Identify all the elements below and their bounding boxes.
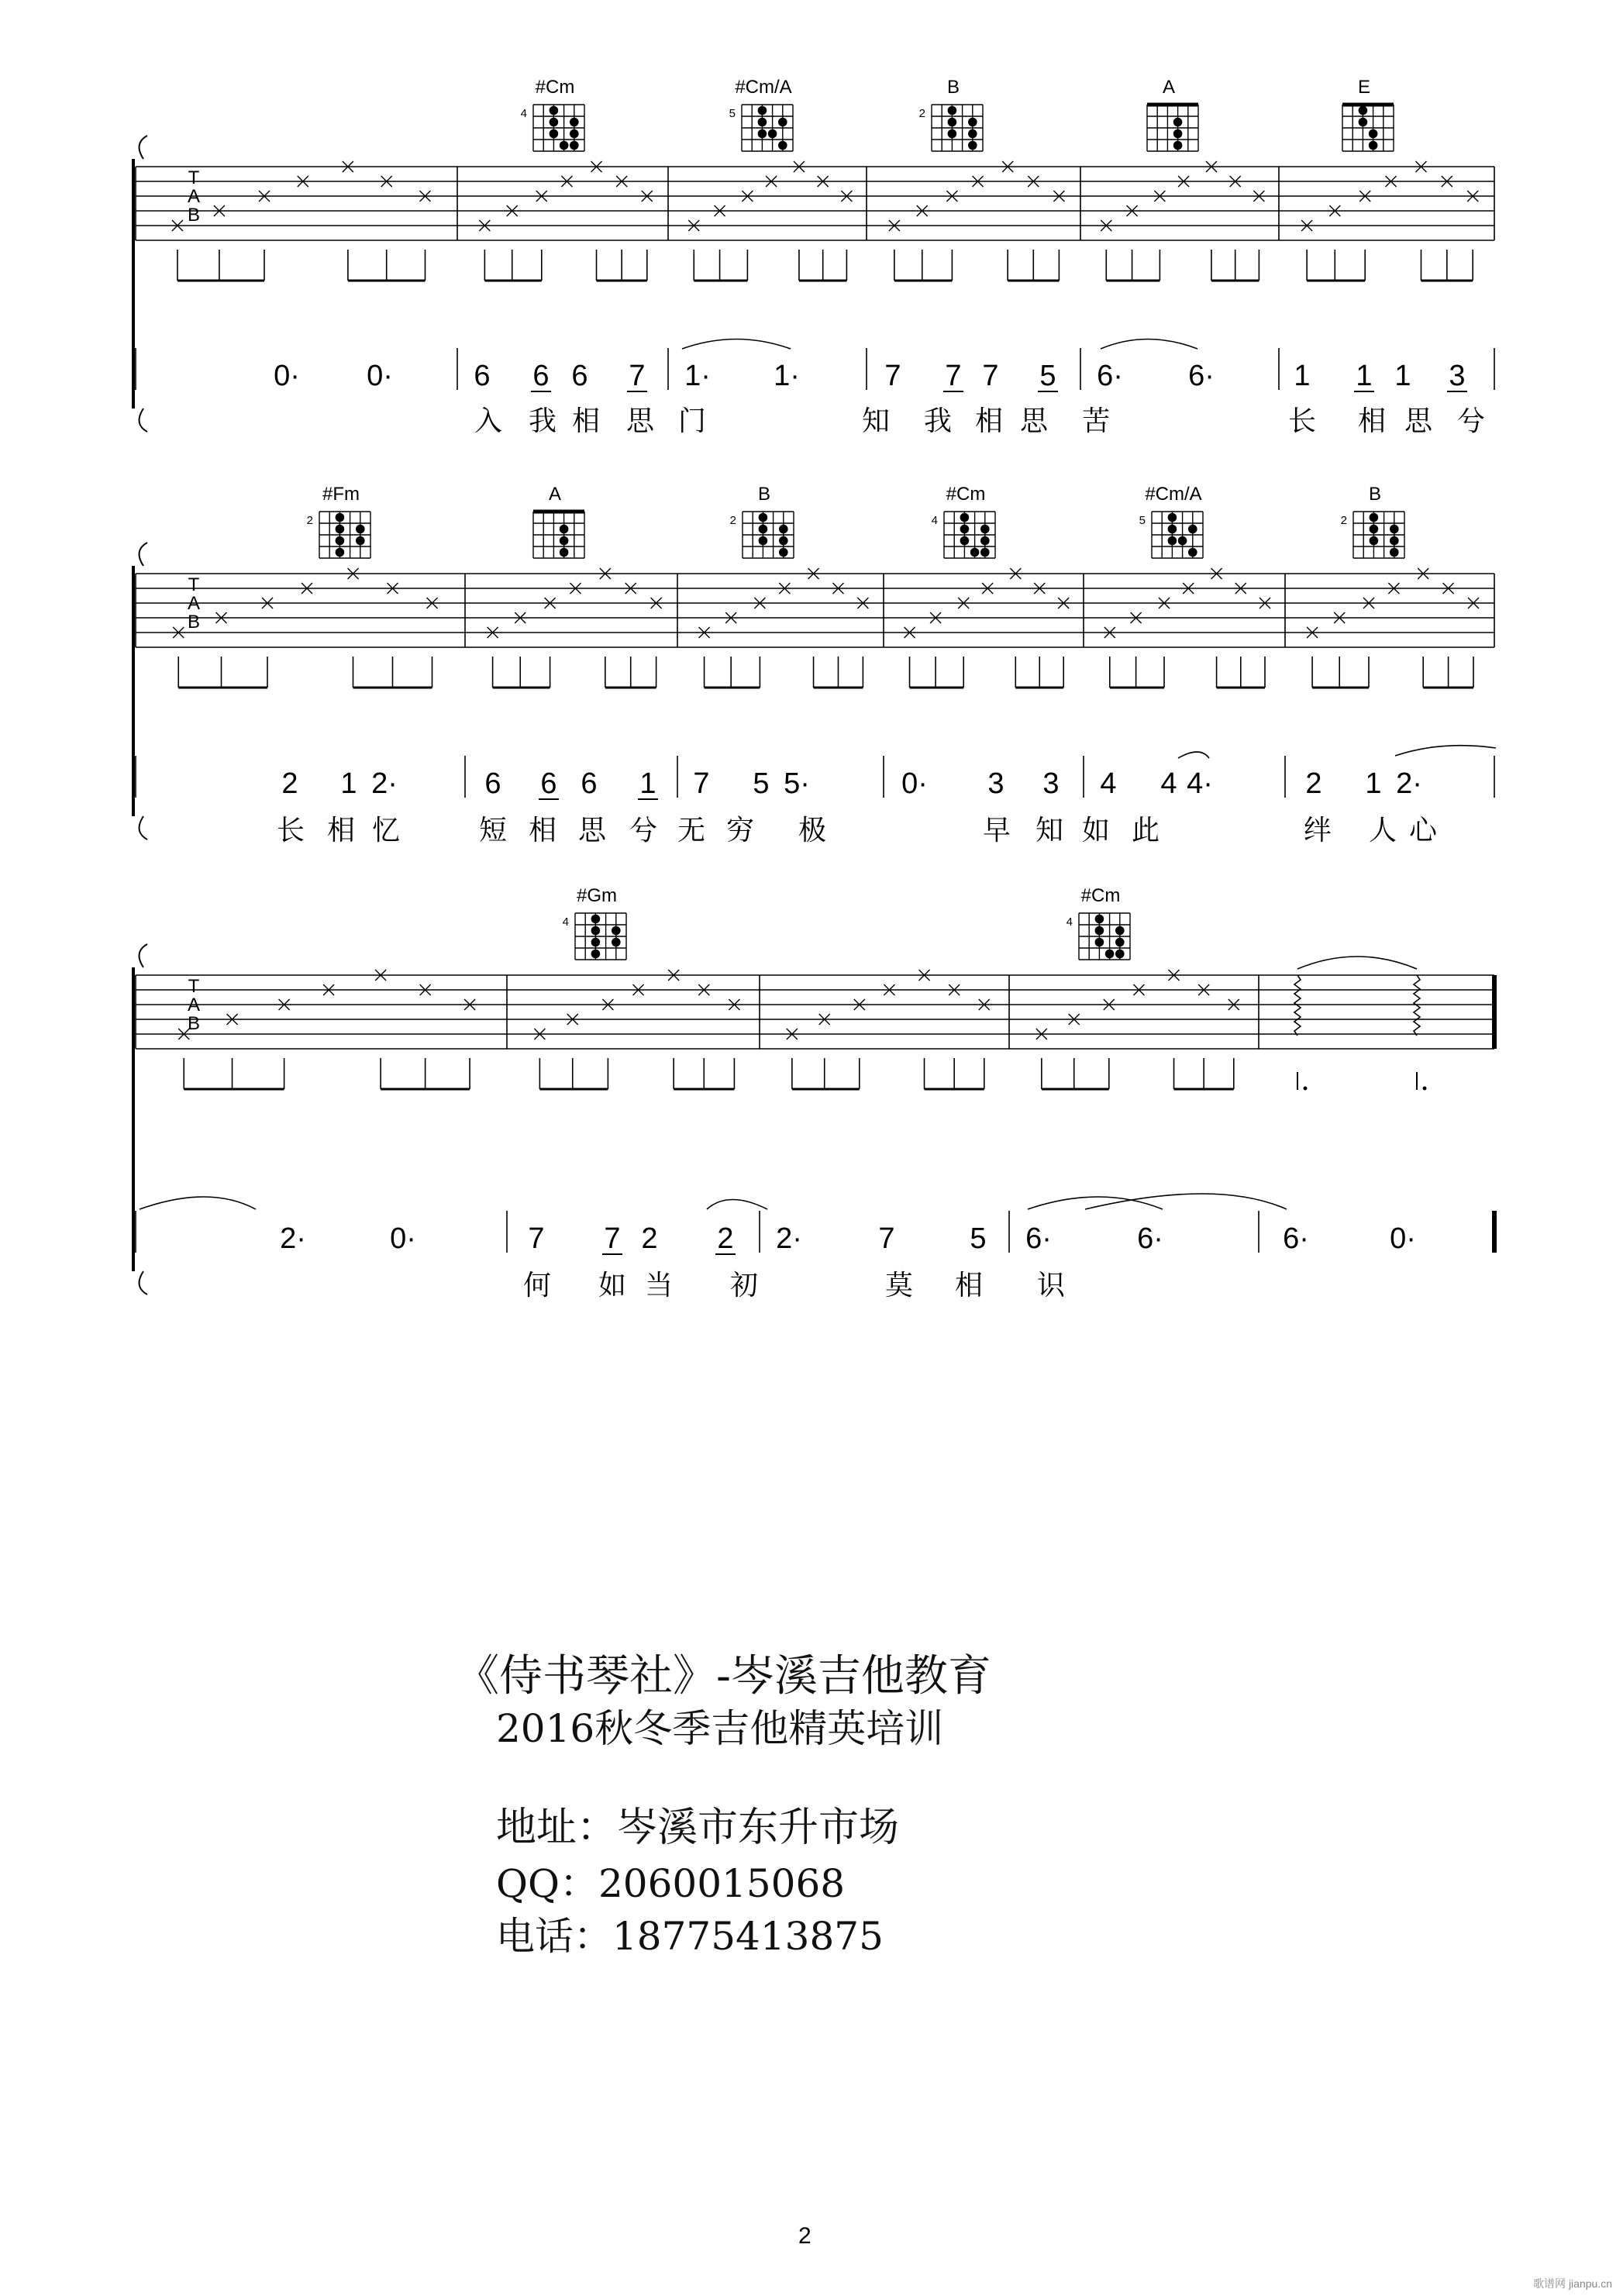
chord-diagram <box>1066 885 1130 960</box>
tab-label-B: B <box>187 1013 201 1034</box>
chord-dot <box>1095 926 1104 936</box>
chord-dot <box>980 536 990 546</box>
chord-dot <box>591 926 601 936</box>
lyric-char: 长 <box>1287 405 1317 436</box>
jianpu-note: 3 <box>1449 360 1466 392</box>
lyric-char: 门 <box>677 405 707 436</box>
notation-tie <box>707 1200 767 1210</box>
chord-diagram <box>1147 77 1198 151</box>
arpeggio-mark <box>1294 975 1301 1036</box>
jianpu-note: 2 <box>1305 767 1322 800</box>
chord-dot <box>560 548 569 557</box>
chord-diagram <box>307 484 370 558</box>
chord-dot <box>968 141 977 150</box>
tab-label-B: B <box>187 612 201 633</box>
jianpu-note: 2· <box>1396 767 1422 800</box>
lyric-char: 知 <box>861 405 891 436</box>
jianpu-note: 5· <box>784 767 810 800</box>
chord-dot <box>758 129 767 139</box>
jianpu-note: 0· <box>390 1222 416 1255</box>
jianpu-note: 1 <box>1365 767 1382 800</box>
chord-dot <box>550 129 559 139</box>
chord-dot <box>960 513 970 522</box>
chord-dot <box>1115 950 1125 959</box>
notation-tie <box>1101 340 1197 350</box>
jianpu-note: 1· <box>684 360 711 392</box>
chord-dot <box>948 129 957 139</box>
arpeggio-mark <box>1414 975 1420 1036</box>
lyric-char: 如 <box>598 1269 627 1301</box>
tab-label-T: T <box>188 574 200 595</box>
jianpu-note: 7 <box>693 767 710 800</box>
chord-dot <box>1188 525 1197 534</box>
chord-dot <box>1370 513 1379 522</box>
tab-label-A: A <box>187 995 201 1015</box>
jianpu-note: 7 <box>629 360 646 392</box>
chord-diagram <box>1342 77 1394 151</box>
jianpu-note: 7 <box>884 360 901 392</box>
chord-dot <box>948 118 957 127</box>
lyric-char: 我 <box>923 405 953 436</box>
lyric-char: 相 <box>326 814 356 846</box>
chord-dot <box>1168 513 1177 522</box>
chord-dot <box>1168 536 1177 546</box>
chord-fret-number: 5 <box>729 107 736 120</box>
lyric-char: 初 <box>729 1269 759 1301</box>
jianpu-note: 6 <box>474 360 491 392</box>
lyric-char: 相 <box>1357 405 1387 436</box>
chord-dot <box>1115 938 1125 947</box>
chord-diagram <box>563 885 626 960</box>
chord-fret-number: 2 <box>1340 514 1347 527</box>
bracket-hook-bottom <box>140 816 147 839</box>
chord-name: #Cm <box>946 484 986 505</box>
lyric-char: 心 <box>1408 814 1438 846</box>
lyric-char: 入 <box>474 405 503 436</box>
chord-dot <box>779 548 788 557</box>
jianpu-note: 6· <box>1283 1222 1309 1255</box>
tab-label-T: T <box>188 167 200 188</box>
dot <box>1423 1087 1427 1091</box>
chord-dot <box>759 513 768 522</box>
jianpu-note: 7 <box>982 360 999 392</box>
chord-fret-number: 4 <box>1066 915 1073 929</box>
jianpu-note: 2 <box>281 767 298 800</box>
chord-name: #Cm <box>1080 885 1121 906</box>
chord-dot <box>1369 129 1378 139</box>
chord-dot <box>1178 536 1187 546</box>
chord-dot <box>778 141 787 150</box>
chord-dot <box>968 129 977 139</box>
chord-dot <box>1115 926 1125 936</box>
jianpu-note: 1 <box>639 767 656 800</box>
lyric-char: 兮 <box>1456 405 1486 436</box>
chord-dot <box>1105 950 1115 959</box>
chord-dot <box>960 525 970 534</box>
notation-tie <box>140 1197 256 1209</box>
system-1 <box>133 77 1494 436</box>
chord-name: E <box>1357 77 1371 98</box>
lyric-char: 短 <box>478 814 508 846</box>
chord-dot <box>1390 525 1399 534</box>
jianpu-note: 6 <box>532 360 550 392</box>
chord-name: #Fm <box>322 484 360 505</box>
lyric-char: 早 <box>982 814 1011 846</box>
footer-phone: 电话：18775413875 <box>496 1914 884 1959</box>
chord-dot <box>1370 536 1379 546</box>
chord-dot <box>356 536 365 546</box>
lyric-char: 思 <box>1019 405 1049 436</box>
jianpu-note: 4 <box>1160 767 1177 800</box>
chord-fret-number: 4 <box>520 107 527 120</box>
chord-dot <box>1188 548 1197 557</box>
chord-name: #Gm <box>576 885 618 906</box>
jianpu-note: 2 <box>717 1222 734 1255</box>
chord-diagram <box>521 77 584 151</box>
chord-dot <box>570 129 579 139</box>
lyric-char: 相 <box>974 405 1004 436</box>
chord-dot <box>1173 141 1183 150</box>
lyric-char: 当 <box>644 1269 674 1301</box>
jianpu-note: 0· <box>901 767 928 800</box>
jianpu-note: 7 <box>878 1222 895 1255</box>
chord-dot <box>970 548 980 557</box>
lyric-char: 相 <box>571 405 601 436</box>
chord-dot <box>1390 548 1399 557</box>
chord-dot <box>550 118 559 127</box>
lyric-char: 长 <box>276 814 305 846</box>
system-3 <box>133 885 1494 1301</box>
chord-dot <box>1370 525 1379 534</box>
lyric-char: 此 <box>1131 814 1160 846</box>
lyric-char: 何 <box>522 1269 552 1301</box>
footer-title: 《侍书琴社》-岑溪吉他教育 <box>456 1651 991 1701</box>
chord-dot <box>778 118 787 127</box>
jianpu-note: 7 <box>604 1222 621 1255</box>
chord-dot <box>336 513 345 522</box>
chord-dot <box>768 129 777 139</box>
jianpu-note: 5 <box>753 767 770 800</box>
jianpu-note: 6 <box>540 767 557 800</box>
chord-dot <box>336 525 345 534</box>
chord-fret-number: 4 <box>562 915 569 929</box>
chord-dot <box>1173 129 1183 139</box>
jianpu-note: 7 <box>945 360 962 392</box>
jianpu-note: 1 <box>340 767 357 800</box>
lyric-char: 绊 <box>1303 814 1332 846</box>
chord-name: B <box>757 484 771 505</box>
bracket-hook-top <box>140 944 147 967</box>
chord-dot <box>980 548 990 557</box>
chord-dot <box>1359 106 1368 115</box>
jianpu-note: 1· <box>774 360 800 392</box>
jianpu-note: 2· <box>280 1222 306 1255</box>
chord-diagram <box>729 77 793 151</box>
lyric-char: 相 <box>954 1269 984 1301</box>
chord-dot <box>356 525 365 534</box>
jianpu-note: 5 <box>970 1222 987 1255</box>
lyric-char: 兮 <box>629 814 658 846</box>
chord-dot <box>612 938 621 947</box>
chord-diagram <box>1139 484 1203 558</box>
chord-diagram <box>730 484 794 558</box>
chord-dot <box>1390 536 1399 546</box>
lyric-char: 思 <box>577 814 607 846</box>
lyric-char: 思 <box>1404 405 1433 436</box>
chord-fret-number: 2 <box>729 514 736 527</box>
jianpu-note: 2· <box>776 1222 802 1255</box>
chord-dot <box>591 938 601 947</box>
jianpu-note: 0· <box>367 360 393 392</box>
jianpu-note: 1 <box>1356 360 1373 392</box>
notation-tie <box>1178 752 1209 758</box>
chord-dot <box>779 536 788 546</box>
chord-dot <box>1369 141 1378 150</box>
chord-fret-number: 2 <box>306 514 313 527</box>
jianpu-note: 6 <box>571 360 588 392</box>
jianpu-note: 3 <box>987 767 1004 800</box>
jianpu-note: 3 <box>1042 767 1060 800</box>
chord-fret-number: 2 <box>918 107 925 120</box>
chord-dot <box>1095 938 1104 947</box>
chord-dot <box>336 548 345 557</box>
notation-tie <box>1085 1194 1287 1209</box>
chord-dot <box>968 118 977 127</box>
footer-qq: QQ：2060015068 <box>496 1861 846 1906</box>
lyric-char: 极 <box>798 814 827 846</box>
chord-name: #Cm/A <box>1145 484 1202 505</box>
footer-address: 地址：岑溪市东升市场 <box>496 1805 900 1851</box>
chord-dot <box>1173 118 1183 127</box>
footer-subtitle: 2016秋冬季吉他精英培训 <box>496 1706 944 1751</box>
jianpu-note: 6 <box>484 767 501 800</box>
jianpu-note: 7 <box>528 1222 545 1255</box>
chord-dot <box>1359 118 1368 127</box>
jianpu-note: 5 <box>1039 360 1056 392</box>
jianpu-note: 6 <box>581 767 598 800</box>
chord-dot <box>560 141 569 150</box>
chord-dot <box>550 106 559 115</box>
lyric-char: 无 <box>677 814 706 846</box>
dot <box>1304 1087 1308 1091</box>
chord-name: A <box>1162 77 1176 98</box>
jianpu-note: 6· <box>1137 1222 1163 1255</box>
chord-diagram <box>533 484 584 558</box>
chord-dot <box>1168 525 1177 534</box>
jianpu-note: 2 <box>641 1222 658 1255</box>
chord-dot <box>980 525 990 534</box>
tab-label-A: A <box>187 593 201 614</box>
lyric-char: 苦 <box>1081 405 1111 436</box>
chord-dot <box>570 118 579 127</box>
tab-label-T: T <box>188 976 200 997</box>
jianpu-note: 1 <box>1394 360 1411 392</box>
chord-dot <box>948 106 957 115</box>
chord-dot <box>570 141 579 150</box>
lyric-char: 莫 <box>884 1269 914 1301</box>
lyric-char: 识 <box>1036 1269 1066 1301</box>
chord-dot <box>560 536 569 546</box>
jianpu-note: 6· <box>1188 360 1215 392</box>
chord-dot <box>759 536 768 546</box>
tie <box>1297 957 1417 969</box>
chord-dot <box>591 950 601 959</box>
chord-dot <box>1095 915 1104 924</box>
chord-fret-number: 4 <box>931 514 938 527</box>
page-number: 2 <box>798 2223 812 2249</box>
jianpu-note: 0· <box>274 360 300 392</box>
chord-dot <box>591 915 601 924</box>
chord-diagram <box>1341 484 1404 558</box>
bracket-hook-bottom <box>140 409 147 432</box>
jianpu-note: 2· <box>371 767 398 800</box>
lyric-char: 我 <box>528 405 557 436</box>
lyric-char: 相 <box>528 814 557 846</box>
chord-diagram <box>919 77 983 151</box>
notation-tie <box>682 340 791 350</box>
chord-name: B <box>1368 484 1382 505</box>
lyric-char: 如 <box>1081 814 1111 846</box>
chord-fret-number: 5 <box>1139 514 1146 527</box>
chord-dot <box>779 525 788 534</box>
chord-name: #Cm <box>535 77 575 98</box>
chord-name: B <box>946 77 960 98</box>
bracket-hook-top <box>140 136 147 159</box>
system-2 <box>133 484 1494 846</box>
chord-dot <box>560 525 569 534</box>
notation-tie <box>1395 746 1496 756</box>
chord-dot <box>612 926 621 936</box>
chord-dot <box>960 536 970 546</box>
chord-dot <box>336 536 345 546</box>
jianpu-note: 4 <box>1100 767 1117 800</box>
chord-name: A <box>548 484 562 505</box>
watermark: 歌谱网 jianpu.cn <box>1533 2277 1612 2290</box>
jianpu-note: 1 <box>1294 360 1311 392</box>
lyric-char: 知 <box>1035 814 1064 846</box>
chord-diagram <box>932 484 995 558</box>
lyric-char: 思 <box>625 405 655 436</box>
jianpu-note: 4· <box>1187 767 1213 800</box>
chord-dot <box>759 525 768 534</box>
jianpu-note: 0· <box>1390 1222 1416 1255</box>
tab-label-A: A <box>187 186 201 207</box>
jianpu-note: 6· <box>1097 360 1123 392</box>
jianpu-note: 6· <box>1025 1222 1052 1255</box>
chord-dot <box>758 118 767 127</box>
lyric-char: 人 <box>1368 814 1397 846</box>
bracket-hook-bottom <box>140 1271 147 1295</box>
lyric-char: 穷 <box>725 814 755 846</box>
lyric-char: 忆 <box>371 814 401 846</box>
chord-name: #Cm/A <box>735 77 792 98</box>
chord-dot <box>758 106 767 115</box>
bracket-hook-top <box>140 543 147 566</box>
tab-label-B: B <box>187 205 201 226</box>
